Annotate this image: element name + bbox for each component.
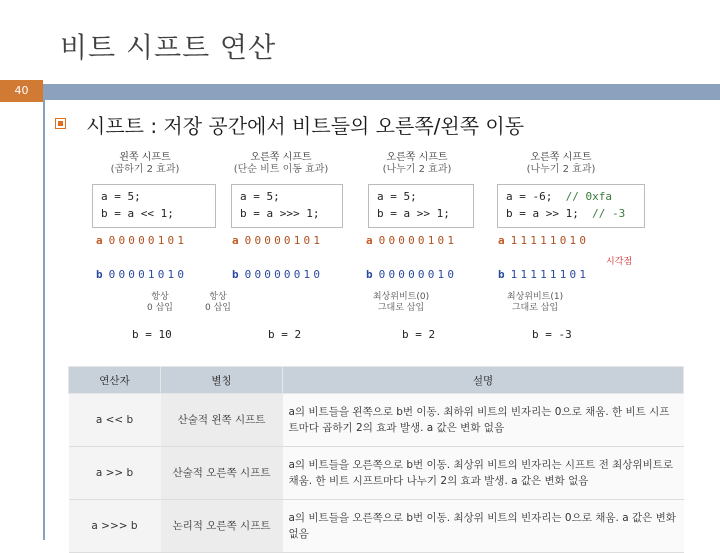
code-line: a = 5; bbox=[101, 190, 141, 203]
code-line: b = a >>> 1; bbox=[240, 207, 320, 220]
code-line bbox=[506, 188, 644, 205]
panel-title-line1: 왼쪽 시프트 bbox=[119, 152, 171, 163]
description-cell: a의 비트들을 오른쪽으로 b번 이동. 최상위 비트의 빈자리는 0으로 채움. a 값은 변화 없음 bbox=[283, 500, 684, 553]
alias-cell: 산술적 오른쪽 시프트 bbox=[161, 447, 283, 500]
bits-b: b 00000010 bbox=[366, 268, 458, 281]
description-cell: a의 비트들을 오른쪽으로 b번 이동. 최상위 비트의 빈자리는 시프트 전 최상위비트로 채움. 한 비트 시프트마다 나누기 2의 효과 발생. a 값은 변화 없음 bbox=[283, 447, 684, 500]
panel-title-line1: 오른쪽 시프트 bbox=[386, 152, 448, 163]
code-text: b = a >> 1; bbox=[506, 207, 579, 220]
panel-title-line2: (나누기 2 효과) bbox=[382, 164, 452, 175]
code-line: a = 5; bbox=[377, 190, 417, 203]
code-box bbox=[368, 184, 474, 228]
table-header-cell: 설명 bbox=[283, 367, 684, 394]
bits-a: a 11111010 bbox=[498, 234, 590, 247]
bits-b: b 11111101 bbox=[498, 268, 590, 281]
bullet-text: 시프트 : 저장 공간에서 비트들의 오른쪽/왼쪽 이동 bbox=[86, 114, 525, 138]
alias-cell: 논리적 오른쪽 시프트 bbox=[161, 500, 283, 553]
code-text: a = -6; bbox=[506, 190, 553, 203]
panel-title bbox=[506, 152, 616, 176]
panel-title-line1: 오른쪽 시프트 bbox=[530, 152, 592, 163]
alias-cell: 산술적 왼쪽 시프트 bbox=[161, 394, 283, 447]
description-cell: a의 비트들을 왼쪽으로 b번 이동. 최하위 비트의 빈자리는 0으로 채움. 한 비트 시프트마다 곱하기 2의 효과 발생. a 값은 변화 없음 bbox=[283, 394, 684, 447]
bits-value: 00000010 bbox=[244, 268, 324, 281]
code-line: b = a >> 1; bbox=[377, 207, 450, 220]
code-box bbox=[231, 184, 343, 228]
code-line bbox=[506, 205, 644, 222]
bits-value: 00000101 bbox=[244, 234, 324, 247]
slide-title: 비트 시프트 연산 bbox=[60, 31, 277, 64]
bits-value: 00001010 bbox=[108, 268, 188, 281]
operator-cell: a << b bbox=[69, 394, 161, 447]
bits-value: 11111101 bbox=[510, 268, 590, 281]
page-number: 40 bbox=[0, 80, 43, 102]
shift-note: 항상 0 삽입 bbox=[147, 292, 173, 313]
table-row bbox=[69, 500, 684, 553]
bullet-icon bbox=[55, 118, 66, 129]
shift-note: 최상위비트(1) 그대로 삽입 bbox=[506, 292, 564, 313]
result-text: b = -3 bbox=[532, 328, 572, 341]
code-line: a = 5; bbox=[240, 190, 280, 203]
code-comment: // -3 bbox=[592, 207, 626, 220]
result-text: b = 2 bbox=[402, 328, 436, 341]
table-row bbox=[69, 447, 684, 500]
panel-title bbox=[362, 152, 472, 176]
shift-note: 최상위비트(0) 그대로 삽입 bbox=[372, 292, 430, 313]
sign-label: 시각점 bbox=[606, 257, 633, 267]
bits-a: a 00000101 bbox=[96, 234, 188, 247]
panel-title-line2: (단순 비트 이동 효과) bbox=[233, 164, 329, 175]
result-text: b = 10 bbox=[132, 328, 172, 341]
operator-cell: a >> b bbox=[69, 447, 161, 500]
panel-title bbox=[226, 152, 336, 176]
shift-note: 항상 0 삽입 bbox=[205, 292, 231, 313]
bits-value: 00000101 bbox=[378, 234, 458, 247]
left-rule bbox=[43, 100, 45, 540]
bits-value: 00000101 bbox=[108, 234, 188, 247]
table-header-cell: 연산자 bbox=[69, 367, 161, 394]
code-comment: // 0xfa bbox=[565, 190, 612, 203]
header-bar bbox=[43, 84, 720, 100]
operator-cell: a >>> b bbox=[69, 500, 161, 553]
bits-value: 11111010 bbox=[510, 234, 590, 247]
table-row bbox=[69, 394, 684, 447]
code-box bbox=[92, 184, 216, 228]
code-box bbox=[497, 184, 645, 228]
bits-a: a 00000101 bbox=[366, 234, 458, 247]
bits-a: a 00000101 bbox=[232, 234, 324, 247]
panel-title bbox=[90, 152, 200, 176]
table-header-row bbox=[69, 367, 684, 394]
panel-title-line1: 오른쪽 시프트 bbox=[250, 152, 312, 163]
panel-title-line2: (나누기 2 효과) bbox=[526, 164, 596, 175]
bits-b: b 00001010 bbox=[96, 268, 188, 281]
result-text: b = 2 bbox=[268, 328, 302, 341]
code-line: b = a << 1; bbox=[101, 207, 174, 220]
shift-operator-table bbox=[68, 366, 684, 553]
bits-b: b 00000010 bbox=[232, 268, 324, 281]
table-header-cell: 별칭 bbox=[161, 367, 283, 394]
panel-title-line2: (곱하기 2 효과) bbox=[110, 164, 180, 175]
bits-value: 00000010 bbox=[378, 268, 458, 281]
